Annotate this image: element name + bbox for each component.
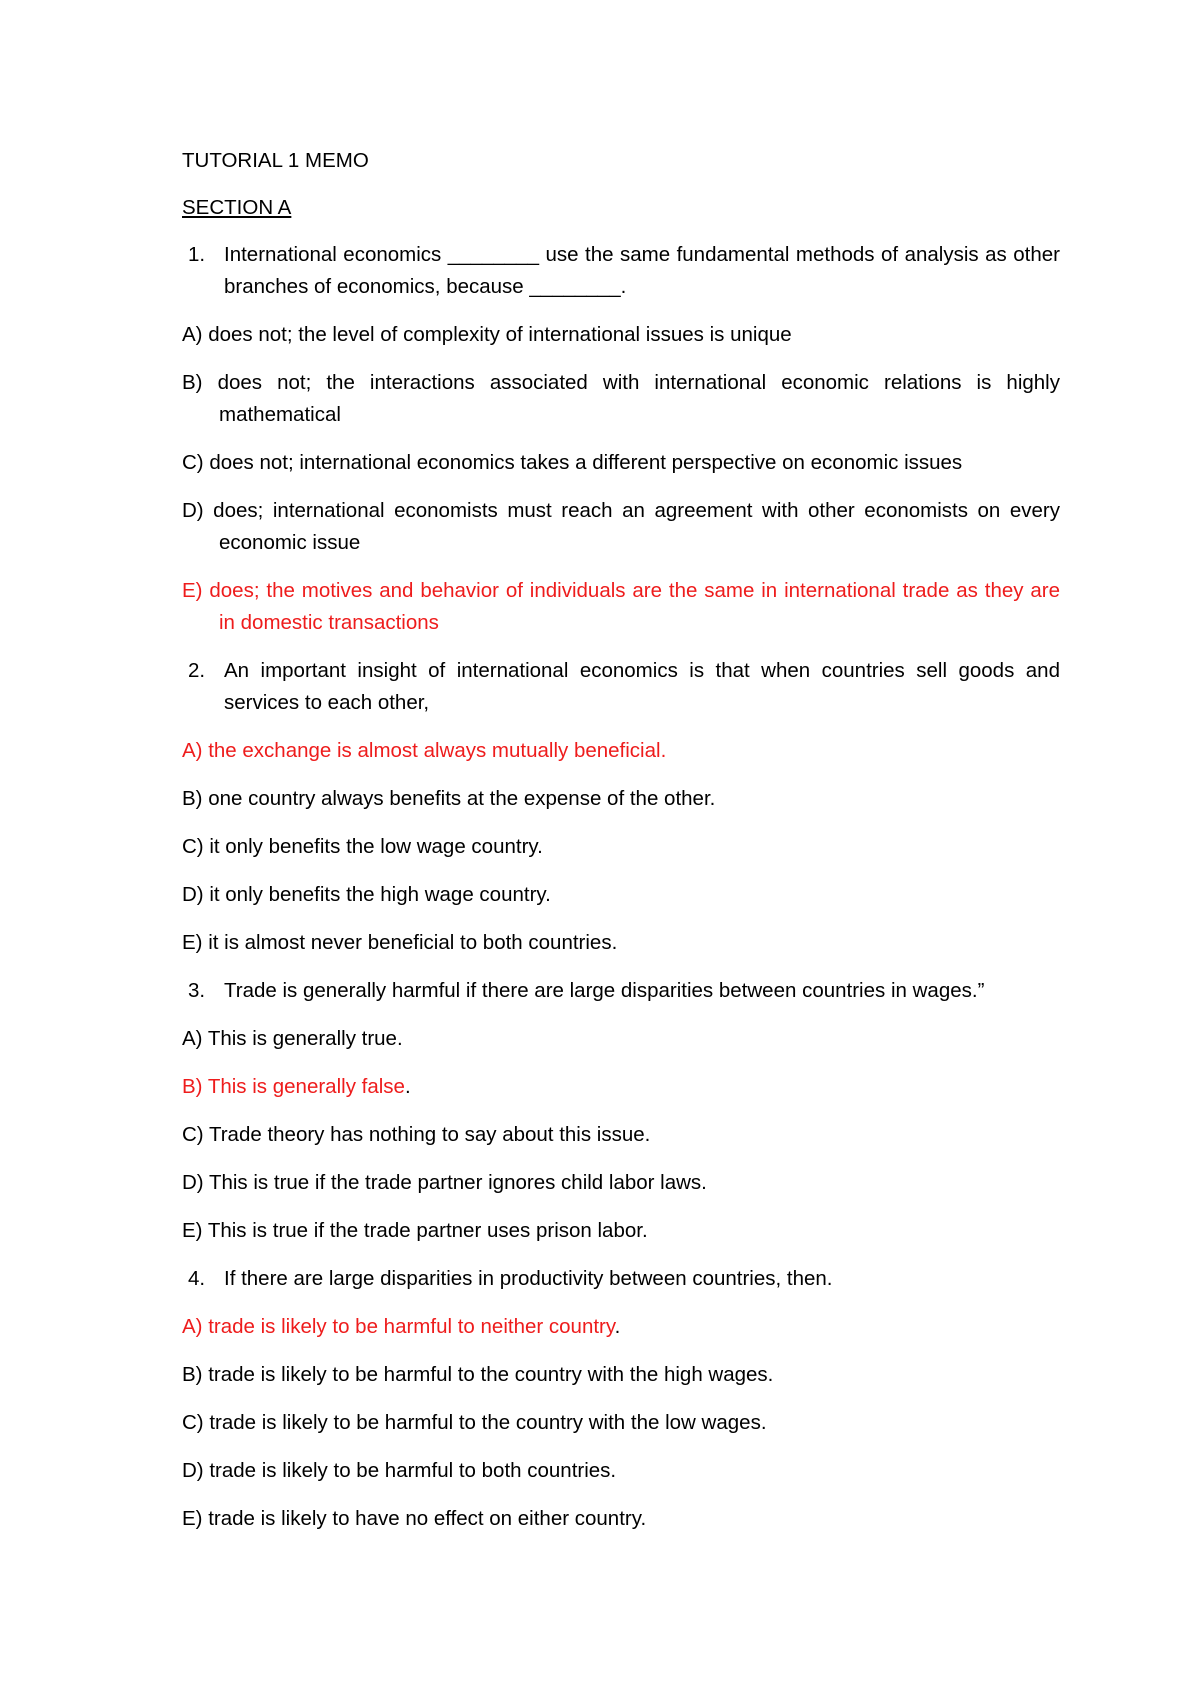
question-number: 3. xyxy=(188,979,206,1002)
question-3 xyxy=(182,975,1060,1007)
answer-option: E) trade is likely to have no effect on either country. xyxy=(182,1507,647,1530)
answer-option: E) it is almost never beneficial to both countries. xyxy=(182,931,618,954)
answer-option: B) trade is likely to be harmful to the country with the high wages. xyxy=(182,1363,774,1386)
question-text: Trade is generally harmful if there are large disparities between countries in wages.” xyxy=(224,979,985,1002)
answer-option: D) it only benefits the high wage country. xyxy=(182,883,551,906)
question-2 xyxy=(182,655,1060,719)
question-text: An important insight of international economics is that when countries sell goods and services to each other, xyxy=(224,659,1060,714)
correct-answer-option-wrapper xyxy=(182,1311,1060,1343)
question-number: 1. xyxy=(188,243,206,266)
answer-option: B) does not; the interactions associated with international economic relations is highly mathematical xyxy=(182,371,1060,426)
answer-option: A) This is generally true. xyxy=(182,1027,403,1050)
answer-option: B) one country always benefits at the expense of the other. xyxy=(182,787,716,810)
question-number: 4. xyxy=(188,1267,206,1290)
answer-option: C) Trade theory has nothing to say about this issue. xyxy=(182,1123,651,1146)
trailing-period: . xyxy=(614,1315,621,1338)
section-heading: SECTION A xyxy=(182,196,292,219)
correct-answer-option: A) the exchange is almost always mutually beneficial. xyxy=(182,739,667,762)
answer-option: E) This is true if the trade partner uses prison labor. xyxy=(182,1219,648,1242)
document-title: TUTORIAL 1 MEMO xyxy=(182,149,369,172)
correct-answer-option: A) trade is likely to be harmful to neither country xyxy=(182,1315,615,1338)
answer-option: C) does not; international economics takes a different perspective on economic issues xyxy=(182,451,963,474)
question-text: If there are large disparities in productivity between countries, then. xyxy=(224,1267,833,1290)
answer-option: C) it only benefits the low wage country. xyxy=(182,835,543,858)
answer-option: D) This is true if the trade partner ignores child labor laws. xyxy=(182,1171,707,1194)
trailing-period: . xyxy=(404,1075,411,1098)
answer-option: D) trade is likely to be harmful to both countries. xyxy=(182,1459,617,1482)
correct-answer-option-wrapper xyxy=(182,1071,1060,1103)
correct-answer-option: E) does; the motives and behavior of individuals are the same in international trade as they are in domestic transactions xyxy=(182,579,1060,634)
question-number: 2. xyxy=(188,659,206,682)
question-1 xyxy=(182,239,1060,303)
correct-answer-option: B) This is generally false xyxy=(182,1075,405,1098)
document-content xyxy=(182,145,1060,1551)
question-4 xyxy=(182,1263,1060,1295)
answer-option: C) trade is likely to be harmful to the country with the low wages. xyxy=(182,1411,767,1434)
question-text: International economics ________ use the same fundamental methods of analysis as other branches of economics, because ________. xyxy=(224,243,1060,298)
answer-option: A) does not; the level of complexity of international issues is unique xyxy=(182,323,792,346)
answer-option: D) does; international economists must reach an agreement with other economists on every economic issue xyxy=(182,499,1060,554)
